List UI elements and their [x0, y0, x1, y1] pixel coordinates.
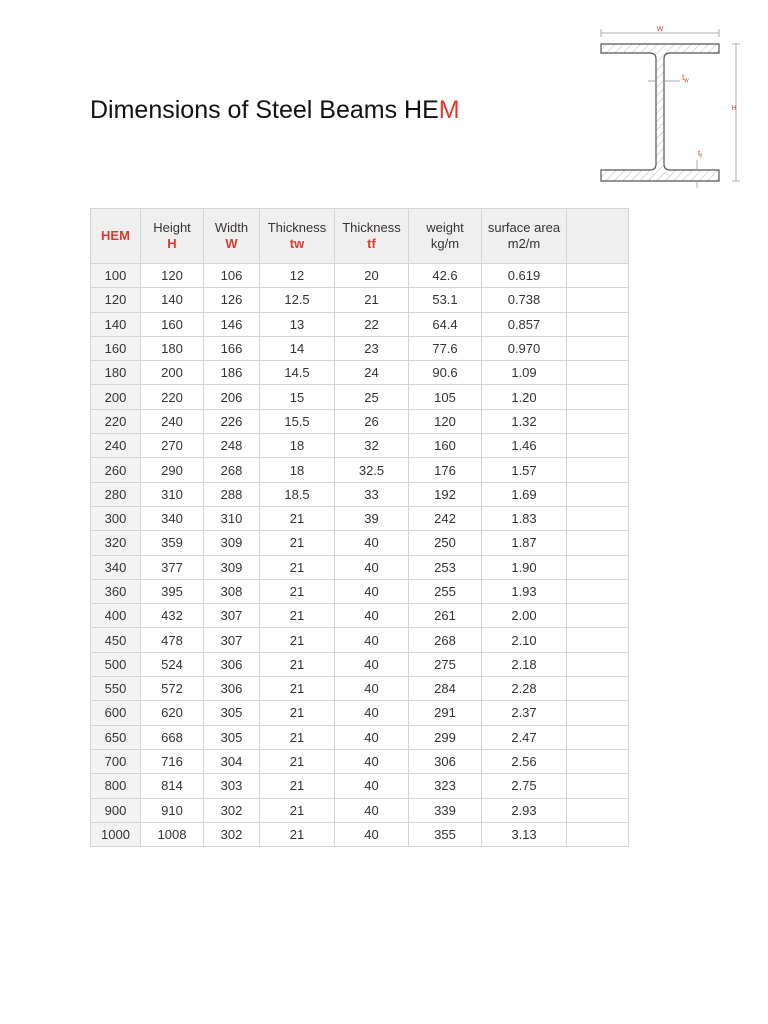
cell-flange-thickness: 24	[335, 361, 409, 385]
header-height	[141, 209, 204, 264]
header-weight-unit: kg/m	[430, 236, 460, 251]
cell-width: 309	[204, 531, 260, 555]
cell-surface-area: 1.46	[482, 434, 567, 458]
cell-hem-size: 260	[91, 458, 141, 482]
cell-surface-area: 0.970	[482, 336, 567, 360]
cell-surface-area: 2.28	[482, 677, 567, 701]
cell-height: 290	[141, 458, 204, 482]
cell-hem-size: 700	[91, 749, 141, 773]
cell-flange-thickness: 40	[335, 798, 409, 822]
cell-hem-size: 550	[91, 677, 141, 701]
table-row	[91, 385, 629, 409]
cell-width: 305	[204, 701, 260, 725]
cell-hem-size: 900	[91, 798, 141, 822]
cell-height: 432	[141, 604, 204, 628]
cell-web-thickness: 21	[260, 798, 335, 822]
cell-hem-size: 180	[91, 361, 141, 385]
cell-flange-thickness: 39	[335, 506, 409, 530]
cell-empty	[567, 458, 629, 482]
cell-height: 220	[141, 385, 204, 409]
cell-web-thickness: 21	[260, 677, 335, 701]
cell-surface-area: 2.75	[482, 774, 567, 798]
cell-weight: 242	[409, 506, 482, 530]
cell-width: 248	[204, 434, 260, 458]
cell-surface-area: 1.87	[482, 531, 567, 555]
cell-width: 307	[204, 628, 260, 652]
cell-surface-area: 1.57	[482, 458, 567, 482]
cell-web-thickness: 21	[260, 604, 335, 628]
cell-surface-area: 2.47	[482, 725, 567, 749]
table-row	[91, 774, 629, 798]
cell-empty	[567, 604, 629, 628]
cell-web-thickness: 14.5	[260, 361, 335, 385]
cell-hem-size: 400	[91, 604, 141, 628]
cell-hem-size: 500	[91, 652, 141, 676]
cell-surface-area: 2.00	[482, 604, 567, 628]
cell-flange-thickness: 40	[335, 531, 409, 555]
cell-web-thickness: 21	[260, 555, 335, 579]
cell-weight: 284	[409, 677, 482, 701]
page-title	[90, 96, 460, 125]
cell-web-thickness: 18	[260, 458, 335, 482]
cell-web-thickness: 21	[260, 628, 335, 652]
cell-width: 306	[204, 652, 260, 676]
table-row	[91, 725, 629, 749]
table-header-row	[91, 209, 629, 264]
table-body	[91, 264, 629, 847]
table-row	[91, 701, 629, 725]
header-tf-label: Thickness	[342, 220, 401, 235]
cell-width: 310	[204, 506, 260, 530]
cell-width: 226	[204, 409, 260, 433]
table-row	[91, 628, 629, 652]
cell-height: 716	[141, 749, 204, 773]
cell-weight: 176	[409, 458, 482, 482]
cell-empty	[567, 749, 629, 773]
cell-web-thickness: 18.5	[260, 482, 335, 506]
cell-height: 270	[141, 434, 204, 458]
cell-flange-thickness: 32.5	[335, 458, 409, 482]
cell-height: 140	[141, 288, 204, 312]
table-row	[91, 798, 629, 822]
cell-width: 268	[204, 458, 260, 482]
cell-flange-thickness: 26	[335, 409, 409, 433]
table-row	[91, 677, 629, 701]
cell-flange-thickness: 20	[335, 264, 409, 288]
cell-hem-size: 320	[91, 531, 141, 555]
header-surface-area	[482, 209, 567, 264]
cell-hem-size: 1000	[91, 822, 141, 846]
table-row	[91, 361, 629, 385]
table-row	[91, 604, 629, 628]
cell-height: 200	[141, 361, 204, 385]
cell-empty	[567, 434, 629, 458]
cell-flange-thickness: 40	[335, 652, 409, 676]
cell-width: 307	[204, 604, 260, 628]
cell-hem-size: 120	[91, 288, 141, 312]
cell-web-thickness: 13	[260, 312, 335, 336]
table-row	[91, 264, 629, 288]
cell-weight: 120	[409, 409, 482, 433]
cell-web-thickness: 21	[260, 531, 335, 555]
label-tw: $t_w$	[682, 73, 689, 84]
cell-web-thickness: 21	[260, 579, 335, 603]
cell-empty	[567, 822, 629, 846]
cell-height: 359	[141, 531, 204, 555]
cell-width: 288	[204, 482, 260, 506]
cell-weight: 64.4	[409, 312, 482, 336]
cell-surface-area: 3.13	[482, 822, 567, 846]
table-row	[91, 579, 629, 603]
cell-height: 377	[141, 555, 204, 579]
cell-width: 186	[204, 361, 260, 385]
cell-hem-size: 600	[91, 701, 141, 725]
cell-surface-area: 1.09	[482, 361, 567, 385]
cell-weight: 306	[409, 749, 482, 773]
cell-height: 572	[141, 677, 204, 701]
cell-empty	[567, 555, 629, 579]
cell-empty	[567, 312, 629, 336]
cell-flange-thickness: 40	[335, 822, 409, 846]
header-surface-unit: m2/m	[507, 236, 541, 251]
cell-empty	[567, 288, 629, 312]
cell-flange-thickness: 40	[335, 579, 409, 603]
cell-empty	[567, 798, 629, 822]
beam-dimensions-table	[90, 208, 629, 847]
table-row	[91, 312, 629, 336]
table-row	[91, 409, 629, 433]
header-hem: HEM	[91, 209, 141, 264]
beam-profile	[601, 44, 719, 181]
title-accent: M	[438, 96, 460, 124]
cell-surface-area: 1.20	[482, 385, 567, 409]
cell-height: 524	[141, 652, 204, 676]
cell-surface-area: 1.83	[482, 506, 567, 530]
table-row	[91, 506, 629, 530]
cell-surface-area: 0.619	[482, 264, 567, 288]
cell-hem-size: 200	[91, 385, 141, 409]
cell-empty	[567, 677, 629, 701]
cell-empty	[567, 725, 629, 749]
cell-width: 126	[204, 288, 260, 312]
cell-flange-thickness: 40	[335, 555, 409, 579]
cell-weight: 253	[409, 555, 482, 579]
cell-surface-area: 2.10	[482, 628, 567, 652]
cell-empty	[567, 482, 629, 506]
cell-hem-size: 280	[91, 482, 141, 506]
header-web-thickness	[260, 209, 335, 264]
header-surface-label: surface area	[487, 220, 561, 235]
cell-weight: 261	[409, 604, 482, 628]
cell-web-thickness: 12	[260, 264, 335, 288]
cell-height: 620	[141, 701, 204, 725]
cell-surface-area: 0.738	[482, 288, 567, 312]
cell-weight: 250	[409, 531, 482, 555]
cell-width: 306	[204, 677, 260, 701]
cell-width: 303	[204, 774, 260, 798]
cell-flange-thickness: 33	[335, 482, 409, 506]
cell-flange-thickness: 25	[335, 385, 409, 409]
cell-empty	[567, 409, 629, 433]
cell-height: 910	[141, 798, 204, 822]
cell-weight: 299	[409, 725, 482, 749]
cell-web-thickness: 21	[260, 749, 335, 773]
cell-hem-size: 240	[91, 434, 141, 458]
cell-weight: 42.6	[409, 264, 482, 288]
cell-height: 1008	[141, 822, 204, 846]
cell-weight: 355	[409, 822, 482, 846]
title-text: Dimensions of Steel Beams HE	[90, 96, 439, 124]
cell-flange-thickness: 40	[335, 749, 409, 773]
cell-empty	[567, 385, 629, 409]
cell-height: 240	[141, 409, 204, 433]
cell-hem-size: 220	[91, 409, 141, 433]
label-h: H	[731, 105, 737, 112]
cell-empty	[567, 628, 629, 652]
cell-weight: 160	[409, 434, 482, 458]
cell-web-thickness: 21	[260, 822, 335, 846]
table-row	[91, 336, 629, 360]
cell-width: 308	[204, 579, 260, 603]
cell-weight: 77.6	[409, 336, 482, 360]
header-tw-symbol: tw	[289, 236, 305, 251]
cell-flange-thickness: 40	[335, 701, 409, 725]
label-tf: $t_f$	[698, 149, 702, 160]
cell-width: 106	[204, 264, 260, 288]
cell-web-thickness: 21	[260, 725, 335, 749]
table-row	[91, 482, 629, 506]
cell-width: 302	[204, 798, 260, 822]
cell-height: 668	[141, 725, 204, 749]
header-width-label: Width	[214, 220, 249, 235]
cell-flange-thickness: 40	[335, 725, 409, 749]
cell-web-thickness: 21	[260, 652, 335, 676]
cell-empty	[567, 701, 629, 725]
cell-surface-area: 1.32	[482, 409, 567, 433]
cell-empty	[567, 531, 629, 555]
cell-flange-thickness: 32	[335, 434, 409, 458]
cell-height: 120	[141, 264, 204, 288]
cell-surface-area: 2.18	[482, 652, 567, 676]
header-flange-thickness	[335, 209, 409, 264]
cell-weight: 192	[409, 482, 482, 506]
cell-weight: 105	[409, 385, 482, 409]
table-row	[91, 749, 629, 773]
cell-hem-size: 360	[91, 579, 141, 603]
table-row	[91, 458, 629, 482]
cell-flange-thickness: 22	[335, 312, 409, 336]
beam-dimensions-table-wrapper	[90, 208, 629, 847]
cell-hem-size: 160	[91, 336, 141, 360]
cell-web-thickness: 12.5	[260, 288, 335, 312]
header-tf-symbol: tf	[367, 236, 376, 251]
header-width	[204, 209, 260, 264]
header-tw-label: Thickness	[267, 220, 327, 235]
cell-weight: 291	[409, 701, 482, 725]
cell-web-thickness: 14	[260, 336, 335, 360]
cell-surface-area: 1.69	[482, 482, 567, 506]
i-beam-cross-section-diagram	[588, 20, 748, 190]
cell-height: 160	[141, 312, 204, 336]
cell-width: 302	[204, 822, 260, 846]
cell-empty	[567, 506, 629, 530]
cell-flange-thickness: 40	[335, 628, 409, 652]
cell-flange-thickness: 21	[335, 288, 409, 312]
cell-weight: 90.6	[409, 361, 482, 385]
cell-weight: 53.1	[409, 288, 482, 312]
cell-hem-size: 800	[91, 774, 141, 798]
cell-web-thickness: 15.5	[260, 409, 335, 433]
header-height-symbol: H	[167, 236, 177, 251]
cell-hem-size: 140	[91, 312, 141, 336]
cell-hem-size: 650	[91, 725, 141, 749]
cell-surface-area: 1.93	[482, 579, 567, 603]
cell-surface-area: 0.857	[482, 312, 567, 336]
cell-flange-thickness: 40	[335, 677, 409, 701]
cell-empty	[567, 774, 629, 798]
header-width-symbol: W	[225, 236, 238, 251]
cell-height: 310	[141, 482, 204, 506]
header-empty	[567, 209, 629, 264]
cell-weight: 268	[409, 628, 482, 652]
cell-surface-area: 2.56	[482, 749, 567, 773]
cell-flange-thickness: 23	[335, 336, 409, 360]
header-weight-label: weight	[426, 220, 464, 235]
cell-empty	[567, 579, 629, 603]
cell-width: 206	[204, 385, 260, 409]
cell-width: 309	[204, 555, 260, 579]
header-height-label: Height	[153, 220, 191, 235]
cell-height: 340	[141, 506, 204, 530]
cell-web-thickness: 21	[260, 701, 335, 725]
cell-web-thickness: 18	[260, 434, 335, 458]
cell-height: 478	[141, 628, 204, 652]
cell-weight: 323	[409, 774, 482, 798]
header-weight	[409, 209, 482, 264]
table-row	[91, 531, 629, 555]
cell-surface-area: 2.37	[482, 701, 567, 725]
cell-hem-size: 340	[91, 555, 141, 579]
cell-empty	[567, 361, 629, 385]
cell-height: 395	[141, 579, 204, 603]
table-row	[91, 288, 629, 312]
cell-width: 305	[204, 725, 260, 749]
cell-weight: 255	[409, 579, 482, 603]
cell-width: 166	[204, 336, 260, 360]
cell-weight: 339	[409, 798, 482, 822]
cell-surface-area: 2.93	[482, 798, 567, 822]
cell-weight: 275	[409, 652, 482, 676]
cell-hem-size: 450	[91, 628, 141, 652]
cell-web-thickness: 21	[260, 506, 335, 530]
cell-height: 814	[141, 774, 204, 798]
cell-width: 146	[204, 312, 260, 336]
table-row	[91, 822, 629, 846]
cell-empty	[567, 652, 629, 676]
cell-web-thickness: 15	[260, 385, 335, 409]
table-row	[91, 555, 629, 579]
cell-flange-thickness: 40	[335, 774, 409, 798]
cell-hem-size: 100	[91, 264, 141, 288]
label-w: W	[656, 26, 664, 33]
table-row	[91, 652, 629, 676]
cell-surface-area: 1.90	[482, 555, 567, 579]
table-row	[91, 434, 629, 458]
cell-empty	[567, 264, 629, 288]
cell-flange-thickness: 40	[335, 604, 409, 628]
cell-width: 304	[204, 749, 260, 773]
cell-hem-size: 300	[91, 506, 141, 530]
cell-height: 180	[141, 336, 204, 360]
cell-empty	[567, 336, 629, 360]
cell-web-thickness: 21	[260, 774, 335, 798]
